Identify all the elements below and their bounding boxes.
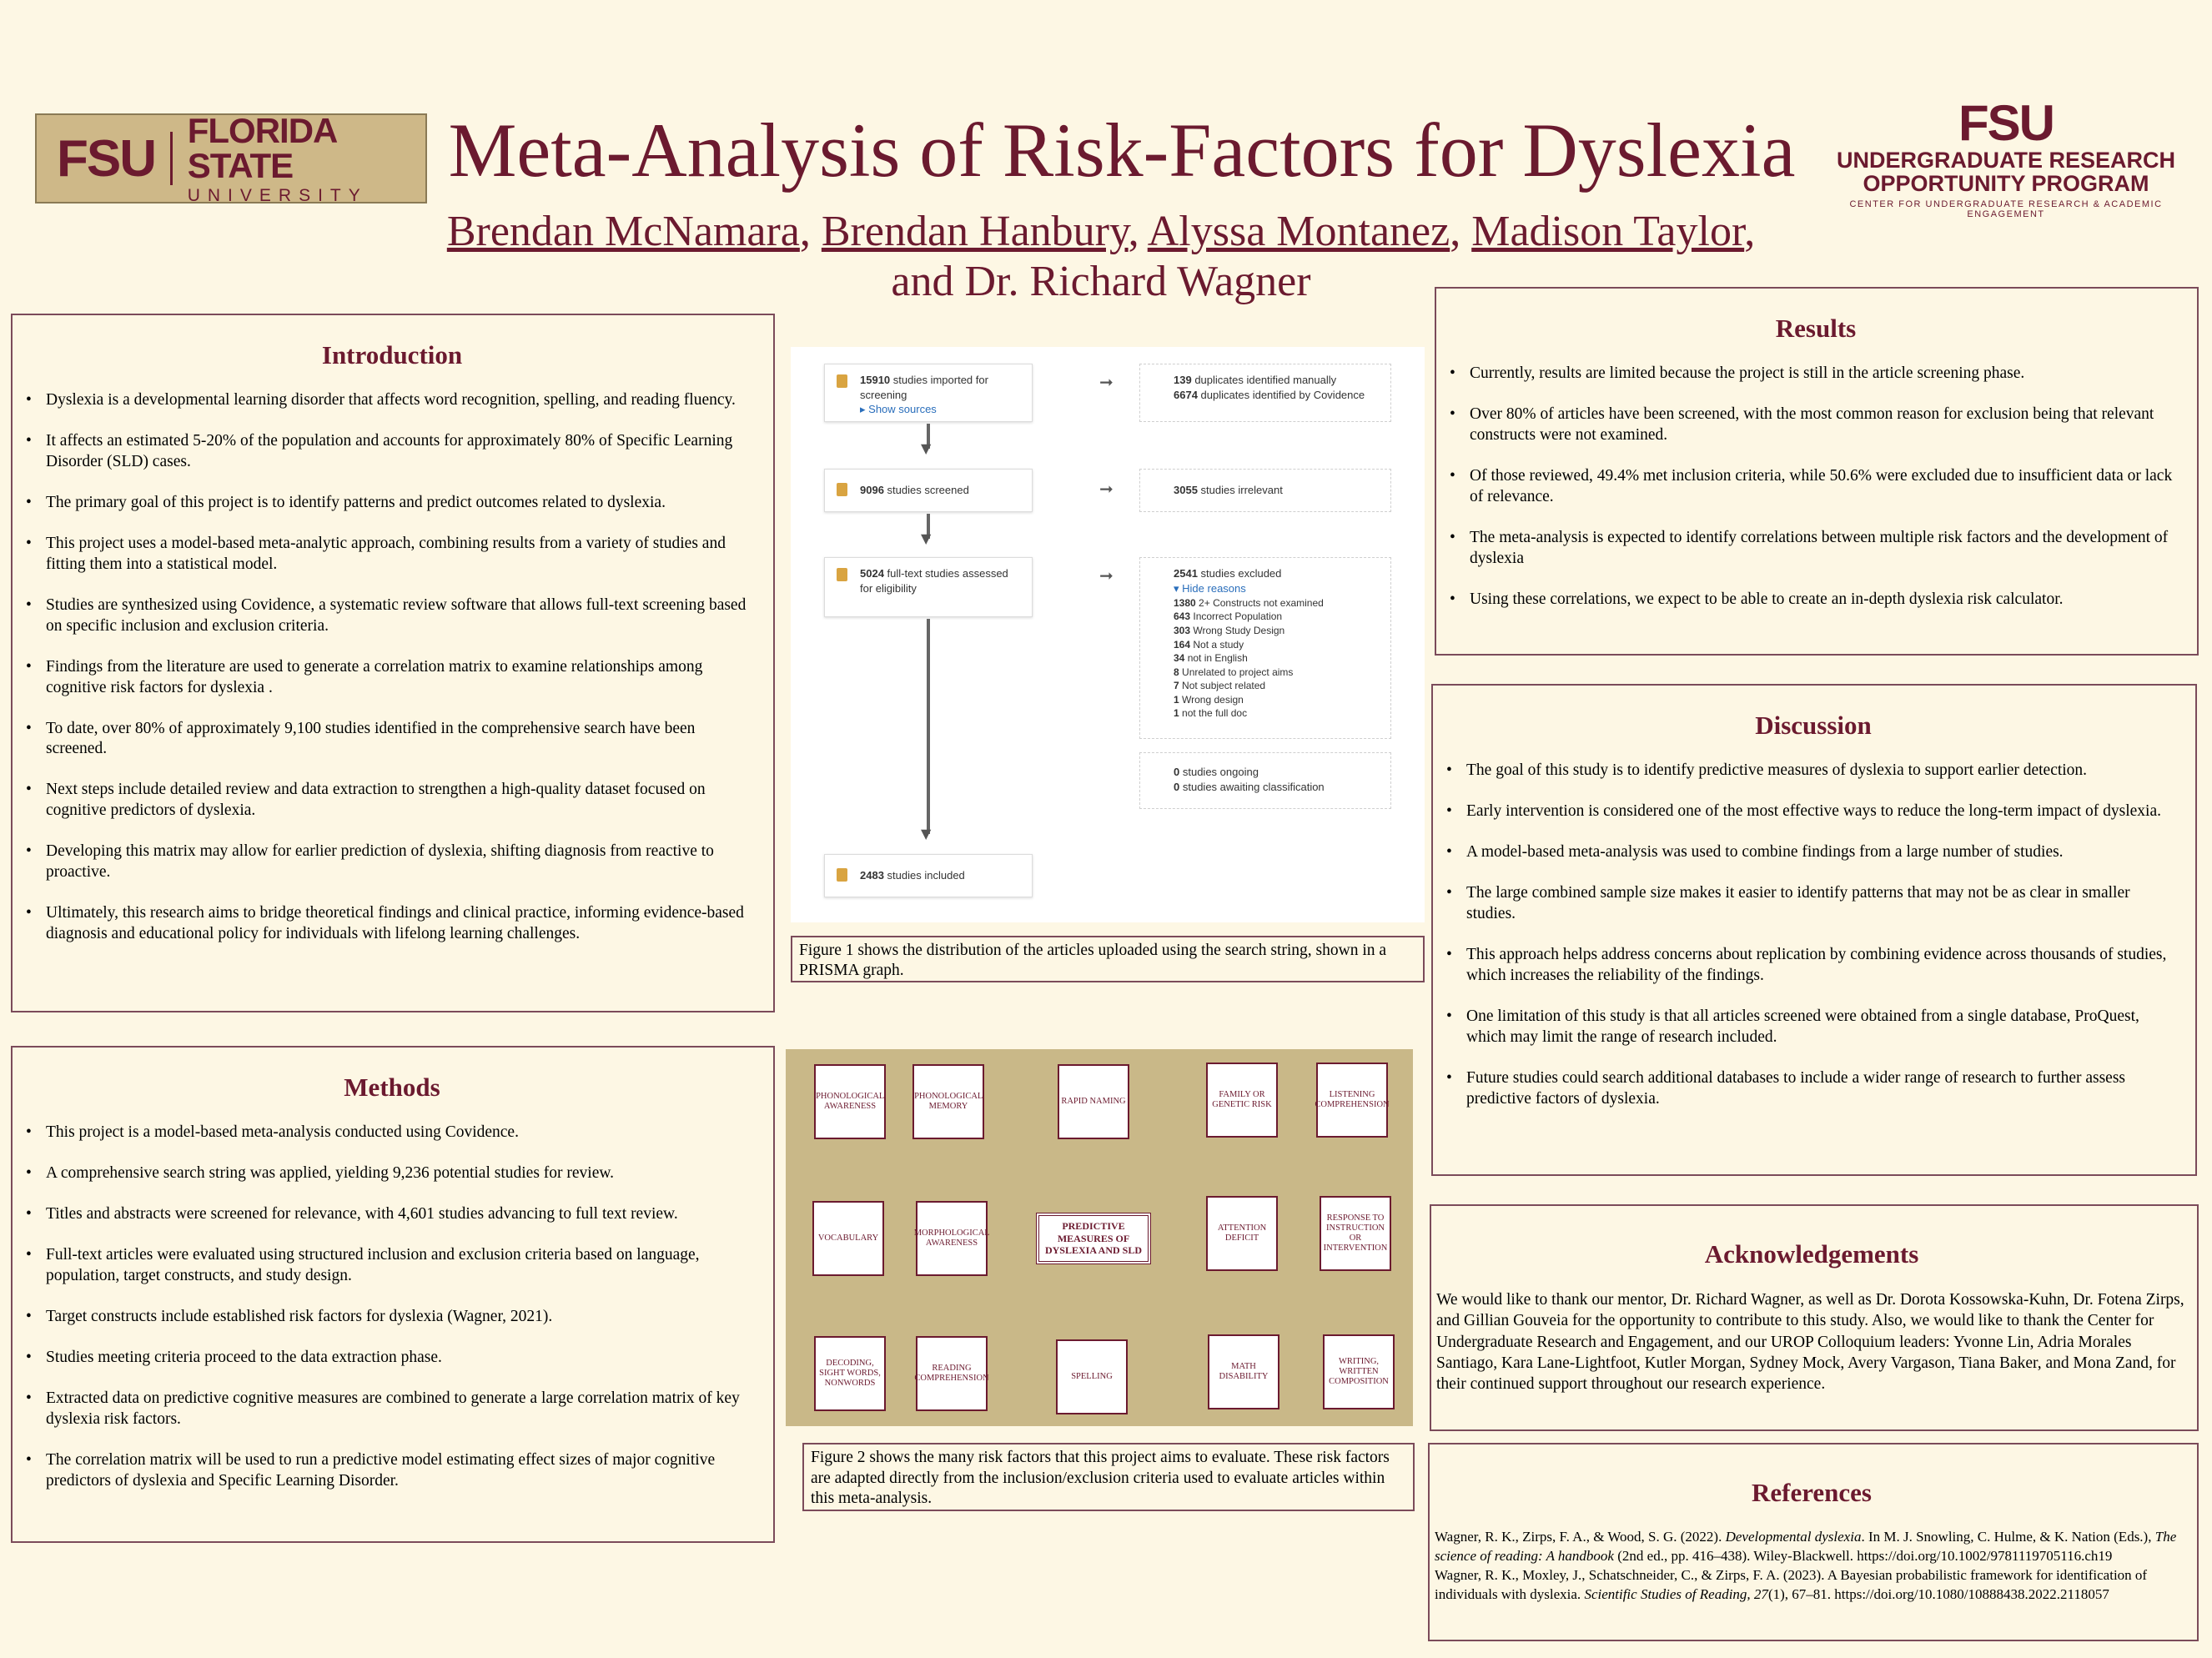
- document-icon: [837, 868, 847, 882]
- prisma-label: duplicates identified by Covidence: [1200, 388, 1365, 401]
- list-item: • This project is a model-based meta-analysis conducted using Covidence.: [24, 1123, 760, 1143]
- list-item: • Future studies could search additional databases to include a wider range of research to further assess predictive factors of dyslexia.: [1445, 1068, 2182, 1110]
- reason-count: 643: [1174, 610, 1191, 623]
- results-heading: Results: [1775, 314, 1857, 343]
- reason-label: Wrong design: [1182, 693, 1244, 706]
- results-panel: [1435, 287, 2199, 656]
- logo-divider: [170, 132, 173, 185]
- list-item: • A model-based meta-analysis was used to combine findings from a large number of studies.: [1445, 842, 2182, 863]
- arrow-down-icon: ▼: [921, 440, 932, 456]
- list-item: • Over 80% of articles have been screened, with the most common reason for exclusion being that relevant constructs were not examined.: [1448, 404, 2184, 446]
- list-item: • Next steps include detailed review and data extraction to strengthen a high-quality dataset focused on cognitive predictors of dyslexia.: [24, 780, 760, 821]
- logo-name-line2: UNIVERSITY: [187, 185, 368, 205]
- reason-label: not in English: [1187, 652, 1248, 665]
- prisma-label: duplicates identified manually: [1194, 374, 1337, 386]
- risk-factor-box: MATH DISABILITY: [1208, 1334, 1279, 1409]
- prisma-diagram: [791, 347, 1425, 922]
- reason-label: Not a study: [1193, 638, 1244, 651]
- list-item: • The meta-analysis is expected to identify correlations between multiple risk factors and the development of dyslexia: [1448, 528, 2184, 570]
- methods-heading: Methods: [344, 1073, 440, 1102]
- arrow-shaft: [927, 619, 930, 834]
- urop-logo-mark: FSU: [1958, 95, 2054, 151]
- ref-text: . In M. J. Snowling, C. Hulme, & K. Nation (Eds.),: [1861, 1529, 2155, 1545]
- hide-reasons-label: Hide reasons: [1182, 581, 1246, 595]
- poster-title: Meta-Analysis of Risk-Factors for Dyslexia: [448, 108, 1796, 193]
- prisma-ongoing-box: [1139, 752, 1391, 809]
- prisma-excluded-box: [1139, 557, 1391, 739]
- risk-factor-box: LISTENING COMPREHENSION: [1316, 1063, 1388, 1138]
- results-list: [1448, 364, 2184, 610]
- risk-factor-box: ATTENTION DEFICIT: [1206, 1196, 1278, 1271]
- list-item: • This approach helps address concerns about replication by combining evidence across thousands of studies, which increases the reliability of the findings.: [1445, 945, 2182, 987]
- list-item: • Developing this matrix may allow for earlier prediction of dyslexia, shifting diagnosis from reactive to proactive.: [24, 842, 760, 883]
- ref-italic: Developmental dyslexia: [1725, 1529, 1862, 1545]
- risk-factor-box: WRITING, WRITTEN COMPOSITION: [1323, 1334, 1395, 1409]
- list-item: • Early intervention is considered one of the most effective ways to reduce the long-term impact of dyslexia.: [1445, 801, 2182, 822]
- risk-factor-box: PHONOLOGICAL AWARENESS: [814, 1064, 886, 1139]
- reason-count: 8: [1174, 666, 1179, 678]
- risk-factor-box: SPELLING: [1056, 1339, 1128, 1414]
- list-item: • Studies are synthesized using Covidence, a systematic review software that allows full-text screening based on specific inclusion and exclusion criteria.: [24, 595, 760, 637]
- discussion-list: [1445, 761, 2182, 1109]
- list-item: • A comprehensive search string was applied, yielding 9,236 potential studies for review.: [24, 1163, 760, 1184]
- risk-factor-box: READING COMPREHENSION: [916, 1336, 988, 1411]
- arrow-right-icon: ➞: [1099, 565, 1114, 585]
- prisma-label: studies imported for screening: [860, 374, 988, 401]
- list-item: • To date, over 80% of approximately 9,100 studies identified in the comprehensive search have been screened.: [24, 719, 760, 761]
- prisma-count: 6674: [1174, 388, 1198, 401]
- prisma-count: 0: [1174, 766, 1180, 778]
- author-name: Brendan Hanbury: [821, 208, 1129, 255]
- reason-label: not the full doc: [1182, 707, 1248, 720]
- ref-italic: Scientific Studies of Reading, 27: [1584, 1585, 1768, 1602]
- methods-list: [24, 1123, 760, 1491]
- ref-text: (1), 67–81. https://doi.org/10.1080/10888438.2022.2118057: [1767, 1585, 2109, 1602]
- prisma-screened-box: [824, 469, 1033, 512]
- ref-italic: The science of reading: A handbook: [1435, 1529, 2177, 1564]
- list-item: • One limitation of this study is that all articles screened were obtained from a single database, ProQuest, which may limit the range of research included.: [1445, 1007, 2182, 1048]
- list-item: • It affects an estimated 5-20% of the population and accounts for approximately 80% of Specific Learning Disorder (SLD) cases.: [24, 431, 760, 473]
- risk-factor-box: RESPONSE TO INSTRUCTION OR INTERVENTION: [1320, 1196, 1391, 1271]
- risk-factor-box: PHONOLOGICAL MEMORY: [912, 1064, 984, 1139]
- reason-label: Unrelated to project aims: [1182, 666, 1294, 678]
- list-item: • Currently, results are limited because the project is still in the article screening phase.: [1448, 364, 2184, 384]
- fsu-logo: [35, 110, 427, 205]
- references-panel: [1428, 1443, 2199, 1641]
- prisma-count: 139: [1174, 374, 1192, 386]
- reason-label: Incorrect Population: [1193, 610, 1283, 623]
- ref-text: (2nd ed., pp. 416–438). Wiley-Blackwell. https://doi.org/10.1002/9781119705116.ch19: [1613, 1547, 2113, 1564]
- reason-count: 34: [1174, 652, 1185, 665]
- urop-line1: UNDERGRADUATE RESEARCH: [1836, 148, 2175, 173]
- document-icon: [837, 374, 847, 388]
- list-item: • The large combined sample size makes it easier to identify patterns that may not be as clear in smaller studies.: [1445, 883, 2182, 925]
- references-heading: References: [1751, 1478, 1872, 1507]
- prisma-count: 0: [1174, 780, 1180, 793]
- reason-count: 7: [1174, 680, 1179, 692]
- urop-center: CENTER FOR UNDERGRADUATE RESEARCH & ACADEMIC ENGAGEMENT: [1849, 198, 2163, 219]
- prisma-label: full-text studies assessed for eligibility: [860, 567, 1008, 595]
- methods-panel: [11, 1046, 775, 1543]
- reason-count: 1: [1174, 707, 1179, 720]
- list-item: • The goal of this study is to identify predictive measures of dyslexia to support earlier detection.: [1445, 761, 2182, 781]
- author-line-2: and Dr. Richard Wagner: [891, 257, 1311, 305]
- arrow-down-icon: ▼: [921, 826, 932, 842]
- discussion-heading: Discussion: [1755, 711, 1872, 740]
- reason-count: 1380: [1174, 596, 1196, 609]
- risk-factor-box: RAPID NAMING: [1058, 1064, 1129, 1139]
- ref-text: Wagner, R. K., Zirps, F. A., & Wood, S. G. (2022).: [1435, 1529, 1726, 1545]
- prisma-irrelevant-box: [1139, 469, 1391, 512]
- risk-factor-box: DECODING, SIGHT WORDS, NONWORDS: [814, 1336, 886, 1411]
- hide-reasons-link[interactable]: [1174, 582, 1246, 595]
- prisma-count: 2483: [860, 869, 884, 882]
- risk-factor-figure: [786, 1049, 1413, 1426]
- prisma-count: 2541: [1174, 567, 1198, 580]
- arrow-right-icon: ➞: [1099, 479, 1114, 499]
- reason-count: 1: [1174, 693, 1179, 706]
- reason-count: 164: [1174, 638, 1191, 651]
- list-item: • Using these correlations, we expect to be able to create an in-depth dyslexia risk calculator.: [1448, 590, 2184, 610]
- prisma-label: studies screened: [887, 484, 969, 496]
- reason-label: Wrong Study Design: [1193, 624, 1285, 636]
- author-name: Alyssa Montanez: [1147, 208, 1450, 255]
- arrow-down-icon: ▼: [921, 530, 932, 546]
- risk-factor-box: MORPHOLOGICAL AWARENESS: [916, 1201, 988, 1276]
- prisma-count: 5024: [860, 567, 884, 580]
- list-item: • Dyslexia is a developmental learning disorder that affects word recognition, spelling, and reading fluency.: [24, 390, 760, 411]
- prisma-count: 9096: [860, 484, 884, 496]
- introduction-heading: Introduction: [321, 340, 463, 369]
- discussion-panel: [1431, 684, 2197, 1176]
- arrow-right-icon: ➞: [1099, 372, 1114, 392]
- list-item: • Studies meeting criteria proceed to the data extraction phase.: [24, 1348, 760, 1369]
- risk-factor-box: VOCABULARY: [812, 1201, 884, 1276]
- prisma-count: 3055: [1174, 484, 1198, 496]
- caret-down-icon: ▾: [1174, 581, 1179, 595]
- prisma-label: studies irrelevant: [1200, 484, 1283, 496]
- acknowledgements-text: We would like to thank our mentor, Dr. Richard Wagner, as well as Dr. Dorota Kossowska-Kuhn, Dr. Fotena Zirps, and Gillian Gouveia for the opportunity to contribute to this study. Also, we would like to thank the Center for Undergraduate Research and Engagement, and our UROP Colloquium leaders: Yvonne Lin, Adria Morales Santiago, Kara Lane-Lightfoot, Kutler Morgan, Sydney Mock, Avery Vargason, Tiana Baker, and Mona Zand, for their continued support throughout our research experience.: [1436, 1291, 2184, 1394]
- list-item: • Findings from the literature are used to generate a correlation matrix to examine relationships among cognitive risk factors for dyslexia .: [24, 657, 760, 699]
- list-item: • Of those reviewed, 49.4% met inclusion criteria, while 50.6% were excluded due to insufficient data or lack of relevance.: [1448, 466, 2184, 508]
- list-item: • The correlation matrix will be used to run a predictive model estimating effect sizes of major cognitive predictors of dyslexia and Specific Learning Disorder.: [24, 1450, 760, 1492]
- list-item: • Extracted data on predictive cognitive measures are combined to generate a large correlation matrix of key dyslexia risk factors.: [24, 1389, 760, 1430]
- list-item: • Full-text articles were evaluated using structured inclusion and exclusion criteria based on language, population, target constructs, and study design.: [24, 1245, 760, 1287]
- fsu-logo-mark: FSU: [57, 129, 155, 188]
- reason-label: Not subject related: [1182, 680, 1266, 692]
- urop-logo: [1818, 95, 2194, 219]
- list-item: • This project uses a model-based meta-analytic approach, combining results from a variety of studies and fitting them into a statistical model.: [24, 534, 760, 575]
- caret-right-icon: ▸: [860, 403, 866, 416]
- list-item: • Ultimately, this research aims to bridge theoretical findings and clinical practice, informing evidence-based diagnosis and educational policy for individuals with lifelong learning challenges.: [24, 903, 760, 945]
- list-item: • Target constructs include established risk factors for dyslexia (Wagner, 2021).: [24, 1307, 760, 1328]
- ref-text: Wagner, R. K., Moxley, J., Schatschneider, C., & Zirps, F. A. (2023). A Bayesian probabilistic framework for identification of individuals with dyslexia.: [1435, 1566, 2148, 1602]
- document-icon: [837, 568, 847, 581]
- risk-factor-box: FAMILY OR GENETIC RISK: [1206, 1063, 1278, 1138]
- acknowledgements-panel: [1430, 1204, 2199, 1431]
- document-icon: [837, 483, 847, 496]
- prisma-label: studies excluded: [1200, 567, 1282, 580]
- author-name: Brendan McNamara: [446, 208, 800, 255]
- figure-1-caption: Figure 1 shows the distribution of the articles uploaded using the search string, shown in a PRISMA graph.: [791, 936, 1425, 982]
- author-name: Madison Taylor: [1471, 208, 1745, 255]
- show-sources-link[interactable]: [860, 403, 937, 415]
- figure-2-caption: Figure 2 shows the many risk factors that this project aims to evaluate. These risk factors are adapted directly from the inclusion/exclusion criteria used to evaluate articles within this meta-analysis.: [802, 1443, 1415, 1511]
- prisma-duplicates-box: [1139, 364, 1391, 422]
- reference-item: [1435, 1528, 2189, 1566]
- reason-label: 2+ Constructs not examined: [1199, 596, 1324, 609]
- prisma-imported-box: [824, 364, 1033, 422]
- list-item: • The primary goal of this project is to identify patterns and predict outcomes related to dyslexia.: [24, 493, 760, 514]
- reference-item: [1435, 1566, 2189, 1605]
- prisma-included-box: [824, 854, 1033, 897]
- urop-line2: OPPORTUNITY PROGRAM: [1863, 171, 2149, 197]
- acknowledgements-heading: Acknowledgements: [1704, 1239, 1919, 1269]
- prisma-label: studies included: [887, 869, 965, 882]
- introduction-panel: [11, 314, 775, 1012]
- fsu-logo-name: [187, 110, 425, 205]
- introduction-list: [24, 390, 760, 945]
- prisma-count: 15910: [860, 374, 891, 386]
- prisma-label: studies ongoing: [1182, 766, 1259, 778]
- list-item: • Titles and abstracts were screened for relevance, with 4,601 studies advancing to full text review.: [24, 1204, 760, 1225]
- risk-factor-center: PREDICTIVE MEASURES OF DYSLEXIA AND SLD: [1036, 1213, 1151, 1264]
- show-sources-label: Show sources: [868, 403, 937, 416]
- prisma-label: studies awaiting classification: [1182, 780, 1325, 793]
- logo-name-line1: FLORIDA STATE: [187, 110, 336, 185]
- prisma-fulltext-box: [824, 557, 1033, 617]
- author-line-1: Brendan McNamara, Brendan Hanbury, Alyssa Montanez, Madison Taylor,: [446, 208, 1756, 255]
- reason-count: 303: [1174, 624, 1191, 636]
